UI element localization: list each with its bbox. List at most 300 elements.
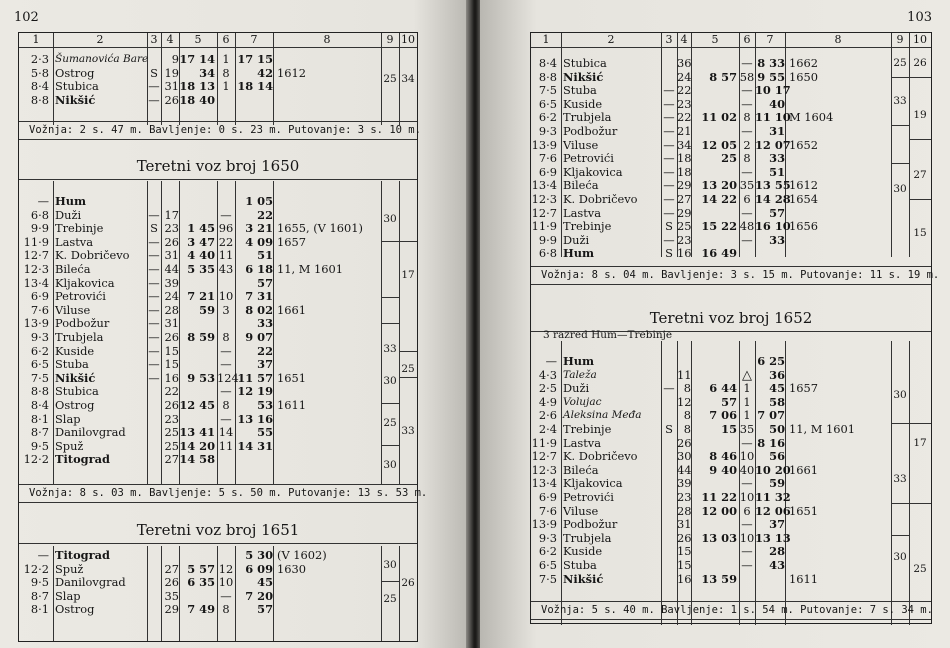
departure-time: 7 20 [245,588,273,603]
col9-value: 25 [383,73,397,85]
run-minutes: 11 [677,367,692,382]
departure-time: 45 [257,575,273,590]
station-name: Viluse [563,137,599,152]
block-rule [381,297,399,298]
station-name: Hum [55,194,87,208]
timetable-box [530,32,940,624]
timetable-row [19,317,417,331]
run-minutes: 26 [677,530,692,545]
track-cell: — [148,330,160,344]
arrival-time: 8 59 [187,330,215,344]
km-cell: 6·2 [538,544,557,559]
km-cell: 8·1 [30,411,49,426]
timetable-row [531,477,931,491]
km-cell: 9·3 [538,124,557,138]
summary-rule [531,619,931,620]
departure-time: 58 [769,394,785,409]
run-minutes: 15 [677,558,692,572]
run-minutes: 26 [164,234,179,249]
timetable-row [531,152,931,166]
col10-value: 27 [913,169,927,181]
track-cell: — [148,316,160,331]
km-cell: 12·3 [531,462,557,477]
km-cell: 8·4 [30,79,49,94]
km-cell: 9·5 [30,438,49,453]
station-name: Aleksina Međa [563,409,642,422]
km-cell: 4·9 [538,394,557,409]
station-name: Podbožur [563,124,618,138]
block-rule [891,163,909,164]
column-header-7: 7 [766,33,774,46]
run-minutes: 27 [677,192,692,206]
km-cell: 8·8 [30,92,49,107]
departure-time: 51 [257,248,273,263]
station-name: K. Dobričevo [55,248,130,263]
arrival-time: 18 40 [179,92,215,107]
timetable-row [19,331,417,345]
track-cell: — [663,192,675,206]
timetable-row [19,290,417,304]
arrival-time: 7 21 [187,289,215,304]
run-minutes: 22 [677,83,692,98]
column-header-7: 7 [250,33,258,46]
arrival-time: 18 13 [179,79,215,94]
stop-minutes: — [220,411,232,426]
col10-value: 33 [401,425,415,437]
km-cell: 7·5 [538,571,557,586]
block-rule [909,199,931,200]
column-header-5: 5 [711,33,719,46]
timetable-row [19,195,417,209]
station-name: Duži [563,232,590,247]
stop-minutes: 6 [743,503,751,518]
col10-value: 26 [401,577,415,589]
track-cell: — [663,137,675,152]
run-minutes: 15 [164,357,179,372]
station-name: Duži [55,207,82,222]
departure-time: 56 [769,449,785,464]
station-name: Kljakovica [563,476,623,491]
timetable-row [531,139,931,153]
connection-note: 1612 [789,178,818,193]
departure-time: 18 14 [237,79,273,94]
block-rule [381,241,399,242]
station-name: Stuba [55,357,89,372]
column-header-10: 10 [913,33,927,46]
timetable-row [531,166,931,180]
km-cell: 12·2 [23,452,49,467]
timetable-row [19,563,417,577]
track-cell: — [663,110,675,125]
km-cell: 9·9 [538,232,557,247]
station-name: Nikšić [55,370,96,385]
track-cell: — [663,205,675,220]
stop-minutes: — [741,517,753,532]
run-minutes: 23 [164,221,179,236]
station-name: Bileća [55,262,91,276]
timetable-row [531,518,931,532]
station-name: Lastva [563,205,602,220]
track-cell: S [150,221,158,236]
run-minutes: 17 [164,207,179,222]
station-name: Taleža [563,368,597,381]
col9-value: 30 [383,459,397,471]
km-cell: — [37,548,49,562]
arrival-time: 14 58 [179,452,215,467]
km-cell: 11·9 [23,234,49,249]
run-minutes: 12 [677,394,692,409]
station-name: Nikšić [563,571,604,586]
stop-minutes: 10 [218,575,234,590]
station-name: Titograd [55,452,110,467]
station-name: Trebinje [563,422,612,436]
column-header-2: 2 [607,33,615,46]
connection-note: 11, M 1601 [277,262,344,276]
run-minutes: 15 [164,343,179,358]
timetable-row [531,234,931,248]
arrival-time: 59 [199,302,215,317]
track-cell: — [663,151,675,166]
connection-note: 1612 [277,65,306,80]
track-cell: S [665,219,673,234]
stop-minutes: 58 [739,69,755,84]
connection-note: 1657 [277,234,306,249]
run-minutes: 39 [164,275,179,290]
column-header-6: 6 [743,33,751,46]
run-minutes: 29 [677,205,692,220]
run-minutes: 15 [677,544,692,559]
departure-time: 14 31 [237,438,273,453]
summary-rule [19,139,417,140]
timetable-row [19,222,417,236]
km-cell: 13·4 [531,178,557,193]
stop-minutes: — [741,205,753,220]
stop-minutes: 43 [218,262,234,276]
col9-value: 30 [383,559,397,571]
km-cell: 6·9 [538,490,557,504]
connection-note: 11, M 1601 [789,422,856,436]
track-cell: — [148,343,160,358]
departure-time: 5 30 [245,548,273,562]
run-minutes: 39 [677,476,692,491]
stop-minutes: 10 [739,530,755,545]
station-name: Nikšić [55,92,96,107]
station-name: Stubica [563,56,607,70]
col10-value: 25 [401,363,415,375]
run-minutes: 9 [171,52,179,66]
col10-value: 17 [401,269,415,281]
km-cell: 2·6 [538,408,557,423]
timetable-row [531,532,931,546]
km-cell: 13·4 [531,476,557,491]
stop-minutes: 35 [739,422,755,436]
station-name: Petrovići [55,289,106,304]
stop-minutes: 12 [218,561,234,576]
title-rule [19,179,417,180]
km-cell: 12·3 [531,192,557,206]
col9-value: 25 [383,417,397,429]
station-name: Trubjela [563,530,612,545]
arrival-time: 17 14 [179,52,215,66]
km-cell: 7·5 [30,370,49,385]
run-minutes: 22 [677,110,692,125]
station-name: Stuba [563,83,597,98]
timetable-row [531,369,931,383]
run-minutes: 44 [164,262,179,276]
stop-minutes: — [741,544,753,559]
connection-note: 1611 [789,571,818,586]
km-cell: 12·7 [531,449,557,464]
km-cell: 4·3 [538,367,557,382]
station-name: K. Dobričevo [563,192,638,206]
summary-rule [19,484,417,485]
km-cell: 9·3 [30,330,49,344]
departure-time: 59 [769,476,785,491]
station-name: Ostrog [55,65,95,80]
run-minutes: 23 [677,96,692,111]
station-name: Danilovgrad [55,425,126,440]
station-name: Hum [563,354,595,368]
track-cell: S [665,246,673,261]
run-minutes: 31 [677,517,692,532]
departure-time: 36 [769,367,785,382]
departure-time: 11 32 [755,490,791,504]
departure-time: 8 02 [245,302,273,317]
column-header-8: 8 [834,33,842,46]
km-cell: 11·9 [531,219,557,234]
train-title: Teretni voz broj 1650 [136,157,300,175]
station-name: Slap [55,588,81,603]
run-minutes: 29 [164,602,179,617]
departure-time: 42 [257,65,273,80]
timetable-row [19,304,417,318]
timetable-row [531,382,931,396]
departure-time: 37 [769,517,785,532]
station-name: Duži [563,381,590,396]
column-header-9: 9 [386,33,394,46]
arrival-time: 9 53 [187,370,215,385]
timetable-row [19,277,417,291]
departure-time: 7 31 [245,289,273,304]
connection-note: 1611 [277,398,306,412]
station-name: Podbožur [563,517,618,532]
station-name: Bileća [563,178,599,193]
summary-rule [531,601,931,602]
km-cell: 6·8 [538,246,557,261]
connection-note: M 1604 [789,110,834,125]
run-minutes: 35 [164,588,179,603]
station-name: Danilovgrad [55,575,126,590]
connection-note: (V 1602) [277,548,327,562]
station-name: Slap [55,411,81,426]
column-header-1: 1 [542,33,550,46]
col9-value: 25 [893,57,907,69]
timetable-row [19,426,417,440]
travel-summary: Vožnja: 8 s. 03 m. Bavljenje: 5 s. 50 m. Putovanje: 13 s. 53 m. [29,487,428,499]
block-rule [381,323,399,324]
km-cell: 6·9 [30,289,49,304]
stop-minutes: 11 [218,438,234,453]
track-cell: — [663,178,675,193]
run-minutes: 21 [677,124,692,138]
arrival-time: 13 59 [701,571,737,586]
run-minutes: 25 [164,425,179,440]
timetable-row [19,399,417,413]
run-minutes: 27 [164,452,179,467]
run-minutes: 31 [164,316,179,331]
departure-time: 17 15 [237,52,273,66]
station-name: Kuside [563,544,603,559]
track-cell: — [148,289,160,304]
track-cell: — [663,83,675,98]
stop-minutes: — [741,83,753,98]
track-cell: — [663,96,675,111]
run-minutes: 29 [677,178,692,193]
run-minutes: 31 [164,79,179,94]
summary-rule [19,121,417,122]
departure-time: 22 [257,207,273,222]
stop-minutes: — [741,435,753,450]
station-name: Petrovići [563,490,614,504]
stop-minutes: 14 [218,425,234,440]
stop-minutes: — [220,588,232,603]
col10-value: 17 [913,437,927,449]
summary-rule [19,502,417,503]
departure-time: 55 [257,425,273,440]
timetable-row [19,80,417,94]
stop-minutes: 11 [218,248,234,263]
km-cell: 2·3 [30,52,49,66]
run-minutes: 26 [677,435,692,450]
block-rule [891,125,909,126]
column-header-row [19,33,417,48]
track-cell: — [148,302,160,317]
km-cell: 13·9 [23,316,49,331]
column-header-3: 3 [665,33,673,46]
station-name: Stubica [55,384,99,399]
timetable-row [531,450,931,464]
station-name: Bileća [563,462,599,477]
km-cell: — [37,194,49,208]
run-minutes: 16 [164,370,179,385]
stop-minutes: — [220,357,232,372]
column-header-9: 9 [896,33,904,46]
station-name: Ostrog [55,398,95,412]
km-cell: 7·6 [538,151,557,166]
km-cell: 8·7 [30,425,49,440]
station-name: Stubica [55,79,99,94]
departure-time: 53 [257,398,273,412]
stop-minutes: 1 [743,394,751,409]
col9-value: 33 [893,95,907,107]
stop-minutes: 1 [222,52,230,66]
station-name: Lastva [563,435,602,450]
train-subtitle: 3 razred Hum—Trebinje [543,329,673,341]
block-rule [891,535,909,536]
timetable-row [531,505,931,519]
departure-time: 37 [257,357,273,372]
departure-time: 11 57 [237,370,273,385]
timetable-row [19,385,417,399]
arrival-time: 34 [199,65,215,80]
timetable-row [19,249,417,263]
departure-time: 4 09 [245,234,273,249]
stop-minutes: — [741,232,753,247]
connection-note: 1655, (V 1601) [277,221,363,236]
timetable-row [19,94,417,108]
arrival-time: 15 [721,422,737,436]
run-minutes: 26 [164,575,179,590]
station-name: Viluse [563,503,599,518]
stop-minutes: 10 [739,449,755,464]
timetable-box [18,32,428,642]
km-cell: 9·5 [30,575,49,590]
arrival-time: 12 00 [701,503,737,518]
track-cell: S [150,65,158,80]
km-cell: 5·8 [30,65,49,80]
connection-note: 1656 [789,219,818,234]
col9-value: 30 [893,389,907,401]
column-header-10: 10 [401,33,415,46]
timetable-row [531,423,931,437]
connection-note: 1662 [789,56,818,70]
km-cell: 6·2 [538,110,557,125]
arrival-time: 7 06 [709,408,737,423]
arrival-time: 7 49 [187,602,215,617]
departure-time: 43 [769,558,785,572]
departure-time: 57 [769,205,785,220]
run-minutes: 26 [164,92,179,107]
run-minutes: 23 [677,490,692,504]
page-number: 102 [14,10,39,25]
km-cell: 8·7 [30,588,49,603]
col10-value: 34 [401,73,415,85]
track-cell: — [148,357,160,372]
col10-value: 26 [913,57,927,69]
km-cell: 8·8 [538,69,557,84]
block-rule [399,377,417,378]
run-minutes: 23 [677,232,692,247]
departure-time: 28 [769,544,785,559]
departure-time: 33 [257,316,273,331]
departure-time: 1 05 [245,194,273,208]
arrival-time: 5 35 [187,262,215,276]
track-cell: — [663,164,675,179]
block-rule [909,423,931,424]
timetable-row [531,111,931,125]
stop-minutes: 8 [222,602,230,617]
stop-minutes: 35 [739,178,755,193]
stop-minutes: 22 [218,234,234,249]
run-minutes: 26 [164,330,179,344]
departure-time: 22 [257,343,273,358]
run-minutes: 24 [677,69,692,84]
arrival-time: 15 22 [701,219,737,234]
timetable-row [531,71,931,85]
stop-minutes: 96 [218,221,234,236]
col10-value: 19 [913,109,927,121]
connection-note: 1657 [789,381,818,396]
arrival-time: 13 20 [701,178,737,193]
travel-summary: Vožnja: 5 s. 40 m. Bavljenje: 1 s. 54 m. Putovanje: 7 s. 34 m. [541,604,933,616]
track-cell: S [665,422,673,436]
timetable-row [531,437,931,451]
connection-note: 1630 [277,561,306,576]
timetable-row [19,576,417,590]
arrival-time: 14 20 [179,438,215,453]
departure-time: 31 [769,124,785,138]
km-cell: 8·1 [30,602,49,617]
